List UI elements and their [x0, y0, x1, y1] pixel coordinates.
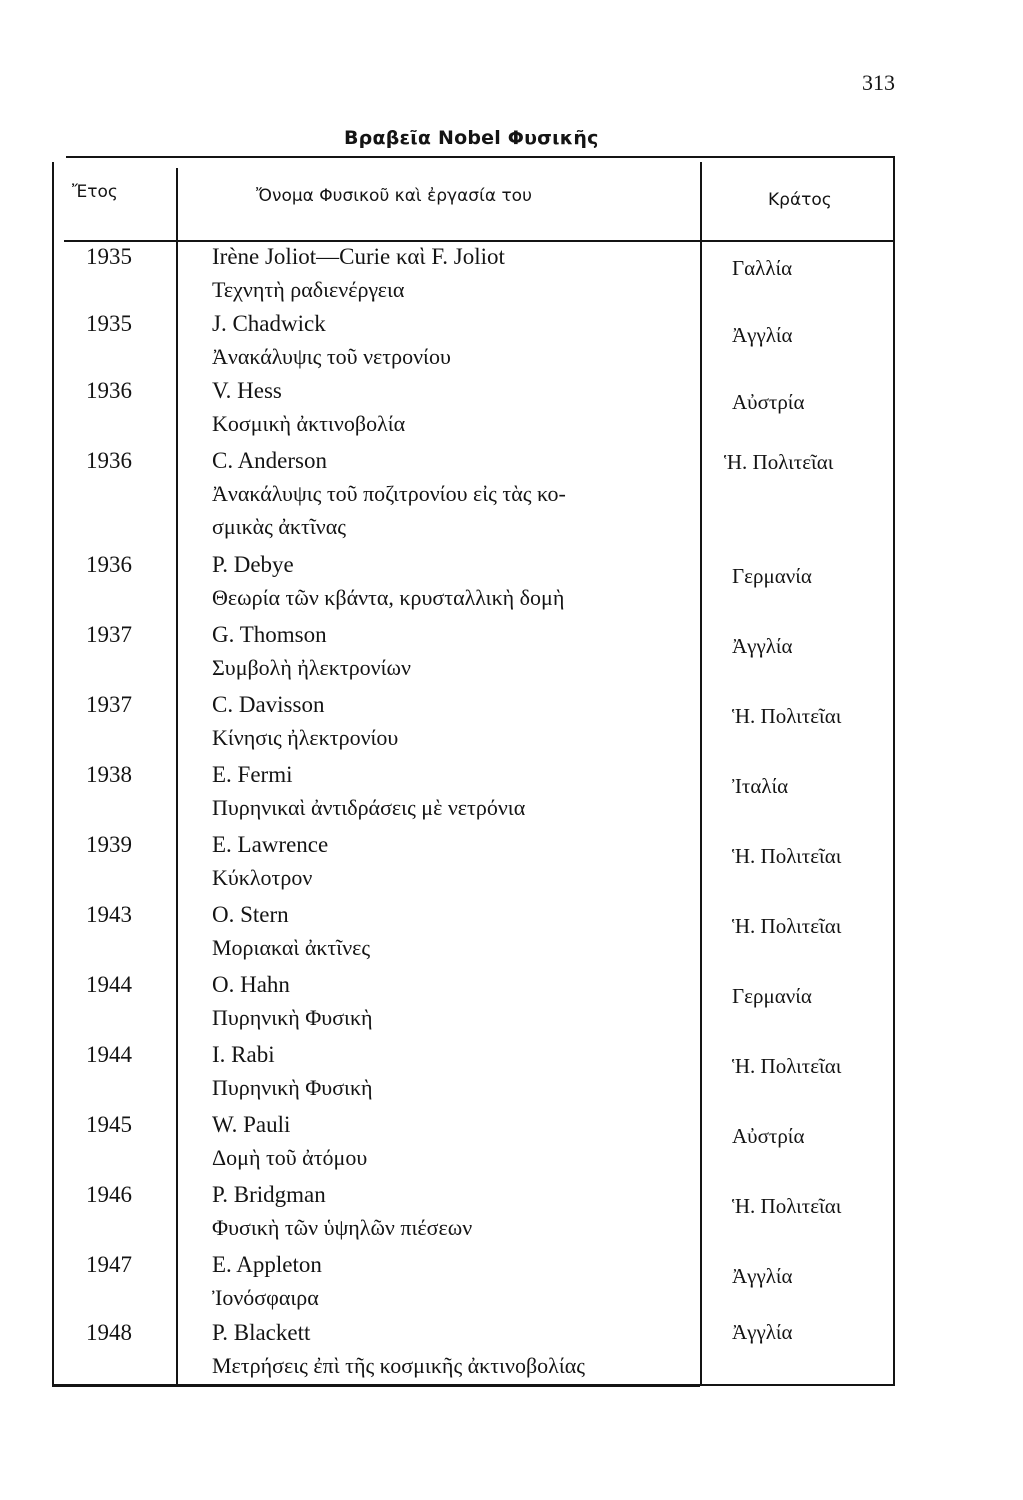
- table-row: [52, 692, 895, 762]
- work-description: Κοσμικὴ ἀκτινοβολία: [212, 411, 406, 436]
- country-cell: Ἡ. Πολιτεῖαι: [732, 704, 842, 728]
- year-cell: 1935: [86, 311, 132, 336]
- physicist-name: V. Hess: [212, 378, 282, 403]
- table-row: [52, 448, 895, 548]
- table-row: [52, 972, 895, 1042]
- year-cell: 1947: [86, 1252, 132, 1277]
- physicist-name: P. Blackett: [212, 1320, 311, 1345]
- country-cell: Ἡ. Πολιτεῖαι: [732, 844, 842, 868]
- country-cell: Γερμανία: [732, 564, 812, 588]
- work-description: Κίνησις ἠλεκτρονίου: [212, 725, 399, 750]
- physicist-name: P. Debye: [212, 552, 294, 577]
- table-row: [52, 552, 895, 622]
- header-country: Κράτος: [768, 190, 832, 210]
- work-description: Συμβολὴ ἠλεκτρονίων: [212, 655, 411, 680]
- page-title: Βραβεῖα Nobel Φυσικῆς: [344, 127, 599, 149]
- year-cell: 1938: [86, 762, 132, 787]
- year-cell: 1948: [86, 1320, 132, 1345]
- table-row: [52, 902, 895, 972]
- country-cell: Γαλλία: [732, 256, 793, 280]
- physicist-name: E. Fermi: [212, 762, 293, 787]
- country-cell: Ἡ. Πολιτεῖαι: [732, 1194, 842, 1218]
- country-cell: Ἡ. Πολιτεῖαι: [732, 1054, 842, 1078]
- work-description: Ἀνακάλυψις τοῦ νετρονίου: [212, 344, 451, 369]
- year-cell: 1936: [86, 378, 132, 403]
- work-description: Θεωρία τῶν κβάντα, κρυσταλλικὴ δομὴ: [212, 585, 565, 610]
- year-cell: 1936: [86, 448, 132, 473]
- country-cell: Ἀγγλία: [732, 1320, 793, 1344]
- work-description: Φυσικὴ τῶν ὑψηλῶν πιέσεων: [212, 1215, 473, 1240]
- table-row: [52, 622, 895, 692]
- table-row: [52, 1320, 895, 1390]
- physicist-name: C. Anderson: [212, 448, 327, 473]
- physicist-name: E. Appleton: [212, 1252, 322, 1277]
- country-cell: Αὐστρία: [732, 1124, 805, 1148]
- work-description: Δομὴ τοῦ ἀτόμου: [212, 1145, 368, 1170]
- work-description: Μοριακαὶ ἀκτῖνες: [212, 935, 371, 960]
- work-description: Πυρηνικαὶ ἀντιδράσεις μὲ νετρόνια: [212, 795, 526, 820]
- country-cell: Γερμανία: [732, 984, 812, 1008]
- work-description: Μετρήσεις ἐπὶ τῆς κοσμικῆς ἀκτινοβολίας: [212, 1353, 585, 1378]
- year-cell: 1939: [86, 832, 132, 857]
- country-cell: Ἡ. Πολιτεῖαι: [724, 450, 834, 474]
- table-row: [52, 1252, 895, 1322]
- page-number: 313: [862, 70, 895, 95]
- year-cell: 1944: [86, 1042, 132, 1067]
- header-year: Ἔτος: [72, 182, 118, 202]
- country-cell: Ἀγγλία: [732, 634, 793, 658]
- physicist-name: J. Chadwick: [212, 311, 326, 336]
- country-cell: Ἡ. Πολιτεῖαι: [732, 914, 842, 938]
- work-description: Κύκλοτρον: [212, 865, 313, 890]
- year-cell: 1943: [86, 902, 132, 927]
- physicist-name: O. Stern: [212, 902, 289, 927]
- header-divider: [64, 240, 895, 242]
- physicist-name: I. Rabi: [212, 1042, 275, 1067]
- physicist-name: G. Thomson: [212, 622, 327, 647]
- country-cell: Ἀγγλία: [732, 323, 793, 347]
- work-description-continued: σμικὰς ἀκτῖνας: [212, 514, 346, 539]
- physicist-name: W. Pauli: [212, 1112, 291, 1137]
- physicist-name: E. Lawrence: [212, 832, 329, 857]
- year-cell: 1937: [86, 622, 132, 647]
- year-cell: 1935: [86, 244, 132, 269]
- work-description: Πυρηνικὴ Φυσικὴ: [212, 1005, 373, 1030]
- table-row: [52, 244, 895, 314]
- table-top-border: [66, 156, 895, 158]
- work-description: Πυρηνικὴ Φυσικὴ: [212, 1075, 373, 1100]
- year-cell: 1946: [86, 1182, 132, 1207]
- year-cell: 1944: [86, 972, 132, 997]
- table-row: [52, 311, 895, 381]
- table-row: [52, 1112, 895, 1182]
- country-cell: Ἀγγλία: [732, 1264, 793, 1288]
- work-description: Τεχνητὴ ραδιενέργεια: [212, 277, 405, 302]
- year-cell: 1945: [86, 1112, 132, 1137]
- physicist-name: P. Bridgman: [212, 1182, 326, 1207]
- table-row: [52, 378, 895, 448]
- work-description: Ἰονόσφαιρα: [212, 1285, 319, 1310]
- physicist-name: C. Davisson: [212, 692, 325, 717]
- country-cell: Αὐστρία: [732, 390, 805, 414]
- table-row: [52, 1042, 895, 1112]
- table-row: [52, 762, 895, 832]
- physicist-name: O. Hahn: [212, 972, 290, 997]
- nobel-table: [52, 156, 895, 1388]
- year-cell: 1937: [86, 692, 132, 717]
- physicist-name: Irène Joliot—Curie καὶ F. Joliot: [212, 244, 505, 269]
- table-row: [52, 832, 895, 902]
- work-description: Ἀνακάλυψις τοῦ ποζιτρονίου εἰς τὰς κο-: [212, 481, 566, 506]
- country-cell: Ἰταλία: [732, 774, 789, 798]
- header-name: Ὄνομα Φυσικοῦ καὶ ἐργασία του: [256, 186, 532, 206]
- table-row: [52, 1182, 895, 1252]
- year-cell: 1936: [86, 552, 132, 577]
